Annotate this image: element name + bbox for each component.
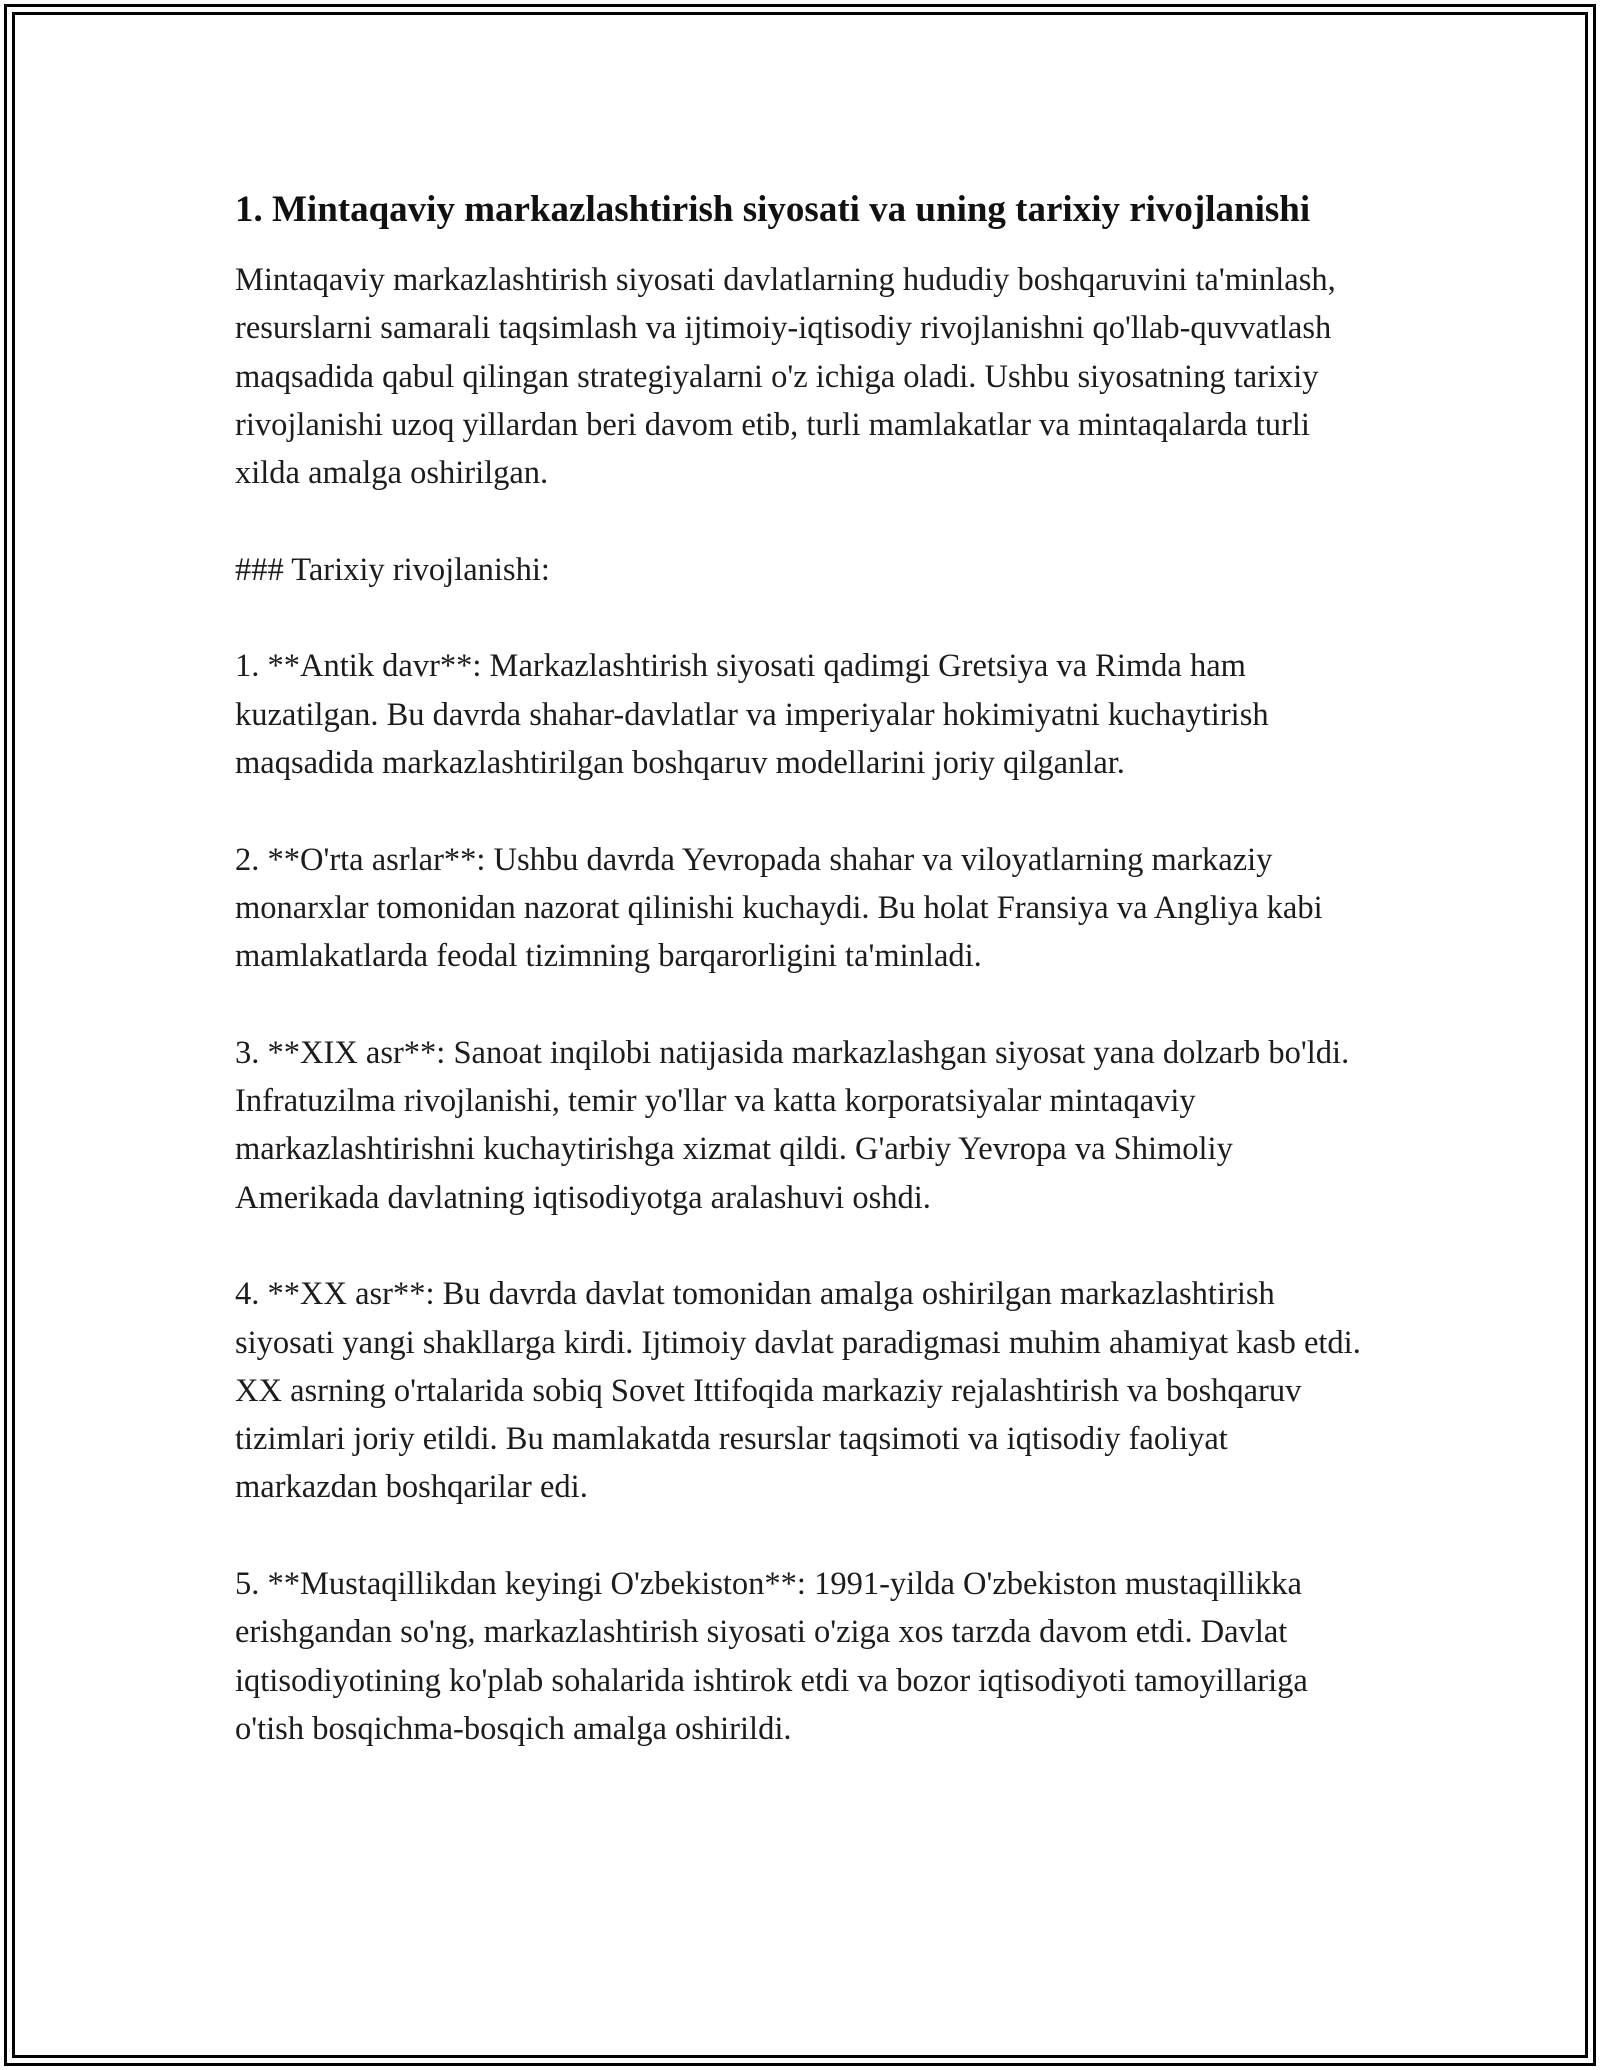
list-item: 4. **XX asr**: Bu davrda davlat tomonidan amalga oshirilgan markazlashtirish siyosati yangi shakllarga kirdi. Ijtimoiy davlat paradigmasi muhim ahamiyat kasb etdi. XX asrning o'rtalarida sobiq Sovet Ittifoqida markaziy rejalashtirish va boshqaruv tizimlari joriy etildi. Bu mamlakatda resurslar taqsimoti va iqtisodiy faoliyat markazdan boshqarilar edi.: [235, 1276, 1361, 1506]
intro-paragraph: Mintaqaviy markazlashtirish siyosati davlatlarning hududiy boshqaruvini ta'minlash, resurslarni samarali taqsimlash va ijtimoiy-iqtisodiy rivojlanishni qo'llab-quvvatlash maqsadida qabul qilingan strategiyalarni o'z ichiga oladi. Ushbu siyosatning tarixiy rivojlanishi uzoq yillardan beri davom etib, turli mamlakatlar va mintaqalarda turli xilda amalga oshirilgan.: [235, 262, 1336, 492]
list-item: 1. **Antik davr**: Markazlashtirish siyosati qadimgi Gretsiya va Rimda ham kuzatilgan. Bu davrda shahar-davlatlar va imperiyalar hokimiyatni kuchaytirish maqsadida markazlashtirilgan boshqaruv modellarini joriy qilganlar.: [235, 648, 1269, 781]
document-body: [235, 182, 1375, 1753]
document-title: 1. Mintaqaviy markazlashtirish siyosati va uning tarixiy rivojlanishi: [235, 189, 1311, 230]
section-subheading: ### Tarixiy rivojlanishi:: [235, 551, 550, 588]
list-item: 5. **Mustaqillikdan keyingi O'zbekiston**: 1991-yilda O'zbekiston mustaqillikka erishgandan so'ng, markazlashtirish siyosati o'ziga xos tarzda davom etdi. Davlat iqtisodiyotining ko'plab sohalarida ishtirok etdi va bozor iqtisodiyoti tamoyillariga o'tish bosqichma-bosqich amalga oshirildi.: [235, 1566, 1308, 1747]
list-item: 2. **O'rta asrlar**: Ushbu davrda Yevropada shahar va viloyatlarning markaziy monarxlar tomonidan nazorat qilinishi kuchaydi. Bu holat Fransiya va Angliya kabi mamlakatlarda feodal tizimning barqarorligini ta'minladi.: [235, 841, 1323, 975]
list-item: 3. **XIX asr**: Sanoat inqilobi natijasida markazlashgan siyosat yana dolzarb bo'ldi. Infratuzilma rivojlanishi, temir yo'llar va katta korporatsiyalar mintaqaviy markazlashtirishni kuchaytirishga xizmat qildi. G'arbiy Yevropa va Shimoliy Amerikada davlatning iqtisodiyotga aralashuvi oshdi.: [235, 1034, 1350, 1216]
